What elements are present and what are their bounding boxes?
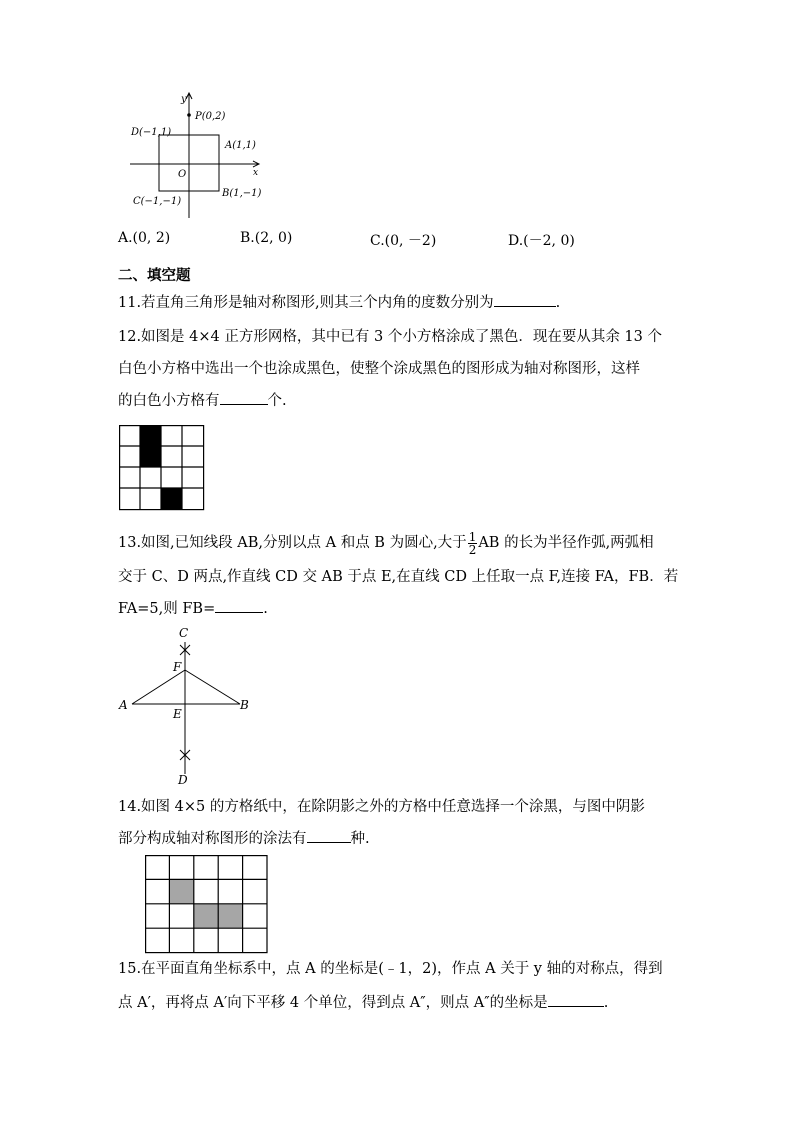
- question-13-line2: 交于 C、D 两点,作直线 CD 交 AB 于点 E,在直线 CD 上任取一点 F,连接 FA，FB．若: [118, 569, 679, 585]
- q13-line3a: FA=5,则 FB=: [118, 601, 216, 617]
- choice-c: C.(0, －2): [370, 233, 437, 249]
- question-14-line1: 14.如图 4×5 的方格纸中，在除阴影之外的方格中任意选择一个涂黑，与图中阴影: [118, 799, 645, 815]
- point-p-dot: [187, 113, 191, 117]
- black-cell-2: [140, 446, 161, 467]
- fraction-numerator: 1: [468, 529, 477, 544]
- label-d: D: [178, 773, 188, 787]
- black-cell-1: [140, 425, 161, 446]
- label-b: B: [240, 698, 249, 712]
- fraction-denominator: 2: [468, 542, 477, 557]
- question-14-line2: [118, 824, 708, 854]
- q13-blank: [215, 598, 263, 613]
- grid-4x5: [145, 855, 269, 955]
- question-13-line3: [118, 594, 708, 624]
- question-15-line2: [118, 988, 708, 1018]
- question-15-line1: 15.在平面直角坐标系中，点 A 的坐标是(﹣1，2)，作点 A 关于 y 轴的对称点，得到: [118, 961, 663, 977]
- label-y: y: [181, 94, 187, 105]
- label-f: F: [173, 660, 182, 674]
- choice-a: A.(0, 2): [118, 230, 171, 246]
- q15-line2a: 点 A′，再将点 A′向下平移 4 个单位，得到点 A″，则点 A″的坐标是: [118, 995, 548, 1011]
- section-title: 二、填空题: [118, 267, 191, 284]
- q13-line1b: AB 的长为半径作弧,两弧相: [478, 535, 654, 551]
- q14-line2a: 部分构成轴对称图形的涂法有: [118, 831, 307, 847]
- choice-d: D.(－2, 0): [508, 233, 575, 249]
- label-x: x: [253, 168, 259, 178]
- q15-blank: [548, 992, 604, 1007]
- label-o: O: [178, 169, 187, 180]
- label-p: P(0,2): [195, 111, 226, 122]
- q11-blank: [494, 292, 556, 307]
- q14-line2b: 种.: [350, 831, 370, 847]
- q11-text: 11.若直角三角形是轴对称图形,则其三个内角的度数分别为: [118, 295, 494, 311]
- question-12-line2: 白色小方格中选出一个也涂成黑色，使整个涂成黑色的图形成为轴对称图形，这样: [118, 361, 640, 377]
- shaded-cell-3: [218, 904, 242, 928]
- q15-line2b: .: [603, 995, 609, 1011]
- perpendicular-bisector-figure: [112, 624, 262, 788]
- q12-line3b: 个.: [267, 393, 287, 409]
- segment-fa: [132, 670, 185, 704]
- black-cell-3: [161, 488, 182, 509]
- shaded-cell-2: [194, 904, 218, 928]
- fraction-one-half: [468, 531, 478, 556]
- q12-blank: [220, 390, 268, 405]
- label-d: D(−1,1): [131, 127, 172, 138]
- label-a: A(1,1): [225, 140, 256, 151]
- q13-line1a: 13.如图,已知线段 AB,分别以点 A 和点 B 为圆心,大于: [118, 535, 467, 551]
- question-11: [118, 288, 708, 318]
- question-12-line1: 12.如图是 4×4 正方形网格，其中已有 3 个小方格涂成了黑色．现在要从其余 13 个: [118, 329, 662, 345]
- label-b: B(1,−1): [222, 188, 262, 199]
- label-e: E: [173, 707, 182, 721]
- choice-b: B.(2, 0): [240, 230, 293, 246]
- shaded-cell-1: [169, 879, 193, 903]
- q11-tail: .: [555, 295, 561, 311]
- question-12-line3: [118, 386, 708, 416]
- q14-blank: [307, 828, 351, 843]
- question-13-line1: [118, 528, 708, 558]
- label-c: C(−1,−1): [133, 196, 182, 207]
- q13-line3b: .: [263, 601, 268, 617]
- coordinate-figure: [125, 88, 265, 223]
- q12-line3a: 的白色小方格有: [118, 393, 220, 409]
- label-c: C: [179, 626, 189, 640]
- segment-fb: [185, 670, 240, 704]
- label-a: A: [119, 698, 128, 712]
- grid-4x4: [119, 425, 205, 511]
